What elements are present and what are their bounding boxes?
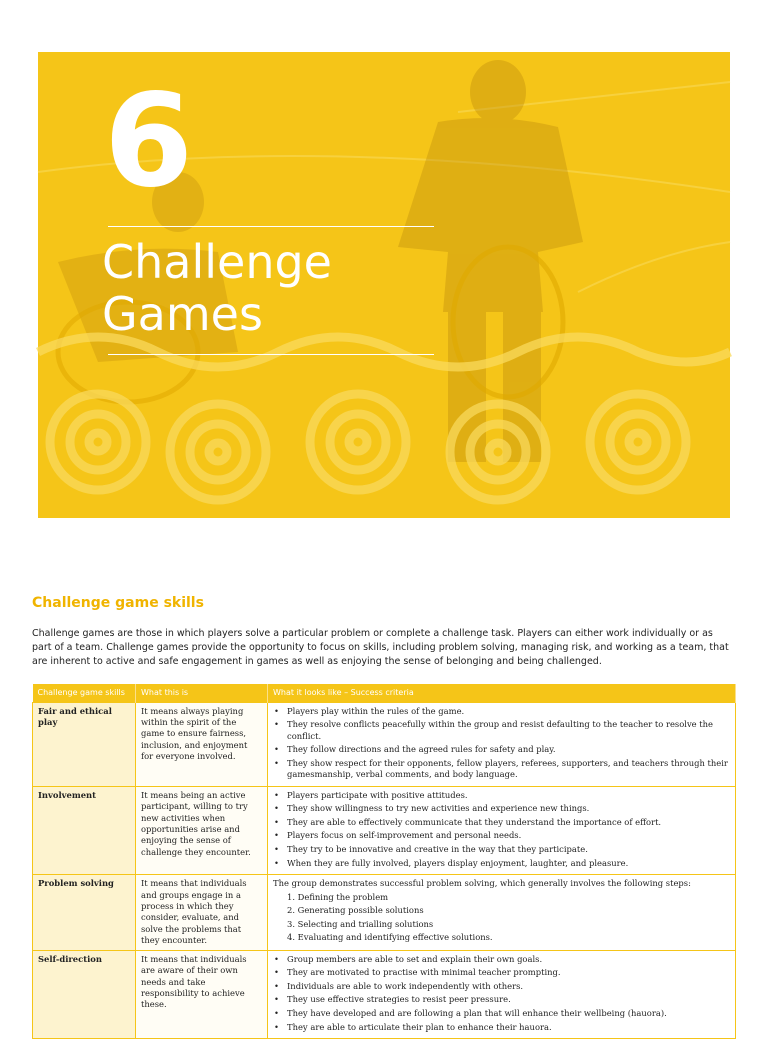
header-what: What this is bbox=[136, 684, 268, 702]
criteria-item: • Individuals are able to work independently with others. bbox=[273, 981, 730, 992]
title-rule-bottom bbox=[108, 354, 434, 355]
header-skill: Challenge game skills bbox=[33, 684, 136, 702]
skill-description: It means being an active participant, willing to try new activities when opportunities arise and enjoying the sense of challenge they encounter. bbox=[136, 786, 268, 875]
success-criteria bbox=[268, 786, 736, 875]
chapter-title bbox=[102, 236, 332, 340]
success-criteria bbox=[268, 875, 736, 950]
skills-table bbox=[32, 684, 736, 1039]
skill-name: Self-direction bbox=[33, 950, 136, 1039]
criteria-item: • Group members are able to set and explain their own goals. bbox=[273, 954, 730, 965]
step-item: 1. Defining the problem bbox=[287, 891, 389, 902]
criteria-item: • They are able to effectively communicate that they understand the importance of effort. bbox=[273, 817, 730, 828]
table-row bbox=[33, 702, 736, 786]
title-rule-top bbox=[108, 226, 434, 227]
skill-description: It means that individuals are aware of their own needs and take responsibility to achieve these. bbox=[136, 950, 268, 1039]
step-item: 2. Generating possible solutions bbox=[287, 905, 424, 916]
criteria-lead: The group demonstrates successful problem solving, which generally involves the following steps: bbox=[273, 878, 691, 889]
criteria-item: • They are motivated to practise with minimal teacher prompting. bbox=[273, 967, 730, 978]
criteria-item: • They have developed and are following a plan that will enhance their wellbeing (hauora). bbox=[273, 1008, 730, 1019]
skill-description: It means that individuals and groups engage in a process in which they consider, evaluate, and solve the problems that they encounter. bbox=[136, 875, 268, 950]
criteria-item: • They are able to articulate their plan to enhance their hauora. bbox=[273, 1022, 730, 1033]
skill-name: Problem solving bbox=[33, 875, 136, 950]
success-criteria bbox=[268, 950, 736, 1039]
chapter-title-line2: Games bbox=[102, 287, 263, 341]
skill-name: Fair and ethical play bbox=[33, 702, 136, 786]
criteria-item: • When they are fully involved, players display enjoyment, laughter, and pleasure. bbox=[273, 858, 730, 869]
criteria-item: • They try to be innovative and creative in the way that they participate. bbox=[273, 844, 730, 855]
header-criteria: What it looks like – Success criteria bbox=[268, 684, 736, 702]
criteria-item: • Players focus on self-improvement and personal needs. bbox=[273, 830, 730, 841]
skill-description: It means always playing within the spirit of the game to ensure fairness, inclusion, and enjoyment for everyone involved. bbox=[136, 702, 268, 786]
success-criteria bbox=[268, 702, 736, 786]
table-row bbox=[33, 950, 736, 1039]
chapter-hero-banner bbox=[38, 52, 730, 518]
criteria-item: • They show willingness to try new activities and experience new things. bbox=[273, 803, 730, 814]
table-row bbox=[33, 875, 736, 950]
criteria-item: • Players play within the rules of the game. bbox=[273, 706, 730, 717]
step-item: 3. Selecting and trialling solutions bbox=[287, 918, 434, 929]
section-heading: Challenge game skills bbox=[32, 595, 204, 611]
criteria-item: • Players participate with positive attitudes. bbox=[273, 790, 730, 801]
chapter-number: 6 bbox=[104, 67, 190, 216]
skill-name: Involvement bbox=[33, 786, 136, 875]
step-item: 4. Evaluating and identifying effective solutions. bbox=[287, 932, 493, 943]
chapter-title-line1: Challenge bbox=[102, 235, 332, 289]
intro-paragraph: Challenge games are those in which players solve a particular problem or complete a challenge task. Players can either work individually or as part of a team. Challenge games provide the opportunity to focus on skills, including problem solving, managing risk, and working as a team, that are inherent to active and safe engagement in games as well as enjoying the sense of belonging and being challenged. bbox=[32, 628, 729, 667]
criteria-item: • They resolve conflicts peacefully within the group and resist defaulting to the teacher to resolve the conflict. bbox=[273, 719, 730, 742]
table-header-row bbox=[33, 684, 736, 702]
criteria-item: • They show respect for their opponents, fellow players, referees, supporters, and teachers through their gamesmanship, verbal comments, and body language. bbox=[273, 758, 730, 781]
criteria-item: • They follow directions and the agreed rules for safety and play. bbox=[273, 744, 730, 755]
criteria-item: • They use effective strategies to resist peer pressure. bbox=[273, 994, 730, 1005]
table-row bbox=[33, 786, 736, 875]
